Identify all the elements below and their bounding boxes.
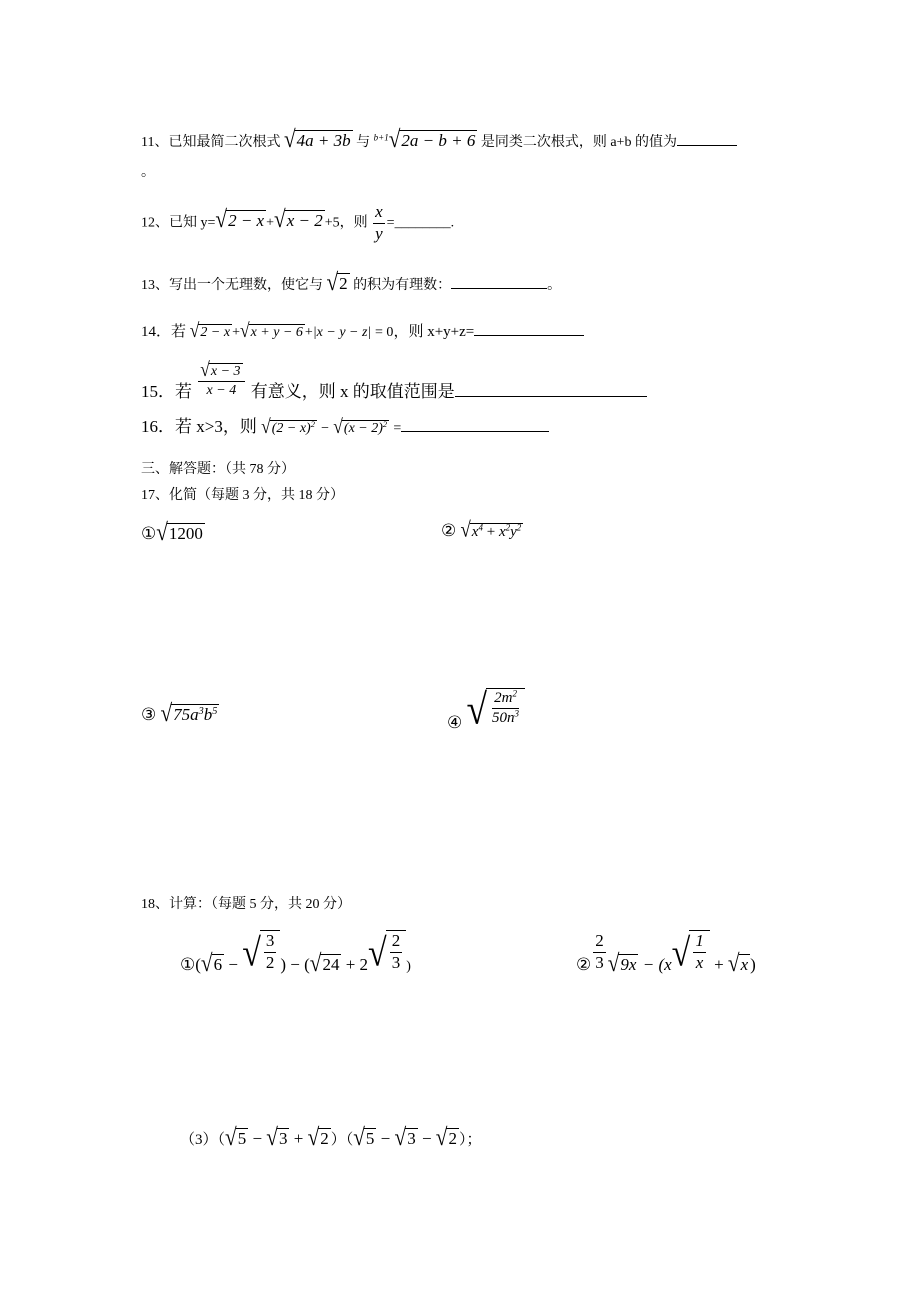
- q16-answer-blank: [401, 431, 549, 432]
- q11-number: 11、: [141, 135, 169, 150]
- q11-radical-1: √4a + 3b: [283, 125, 351, 153]
- q17-part-2: [441, 518, 523, 543]
- question-12: [141, 203, 454, 243]
- q18-p2-radical-2: √x: [727, 949, 749, 977]
- q18-p3-lparen: （: [217, 1132, 226, 1148]
- q12-plus: +: [266, 215, 275, 231]
- q12-radical-2: √x − 2: [274, 205, 323, 234]
- q14-radical-1: √2 − x: [189, 318, 231, 342]
- q14-answer-blank: [474, 335, 584, 336]
- q12-answer: =________.: [386, 215, 455, 231]
- q13-radical: √2: [326, 268, 348, 296]
- q13-period: 。: [547, 278, 562, 293]
- question-11: [141, 125, 737, 153]
- q11-radical-2: $^{b+1}$√2a − b + 6: [373, 125, 476, 153]
- q18-p1-plus: + 2: [341, 955, 369, 975]
- q13-number: 13、: [141, 278, 169, 293]
- q12-text-then: +5，则: [324, 215, 368, 231]
- q17-part-1: [141, 518, 205, 546]
- q18-p1-middle: ) − (: [280, 955, 310, 975]
- question-15: [141, 357, 647, 401]
- q18-p3-m2: −: [376, 1129, 395, 1148]
- q18-p3-m1: −: [248, 1129, 267, 1148]
- q18-p2-coefficient: $\frac{2}{3}$: [595, 931, 604, 972]
- q15-text: 若: [175, 381, 192, 401]
- q18-p1-radical-1: √6: [200, 949, 223, 977]
- q18-p3-m3: −: [417, 1129, 436, 1148]
- q16-equals: =: [393, 421, 402, 436]
- q18-p1-mark: ①: [180, 955, 196, 975]
- q15-answer-blank: [455, 396, 647, 397]
- q17-p2-mark: ②: [441, 521, 457, 540]
- q18-p1-radical-2: √24: [309, 949, 340, 977]
- q18-p3-r1: √5: [225, 1123, 247, 1151]
- q17-part-4: [447, 686, 525, 734]
- q17-title: 17、化简（每题 3 分，共 18 分）: [141, 488, 344, 503]
- q17-p4-radical: √ $\frac{2m^2}{50n^3}$: [467, 688, 526, 729]
- q18-title: 18、计算：（每题 5 分，共 20 分）: [141, 897, 351, 912]
- q11-text-end: 是同类二次根式，则 a+b 的值为: [480, 135, 677, 150]
- q16-minus: −: [321, 421, 330, 436]
- question-14: [141, 318, 584, 342]
- question-13: [141, 268, 562, 296]
- q16-radical-1: $√(2 - x)^2$: [261, 414, 315, 438]
- q18-p2-radical-1: √9x: [607, 949, 637, 977]
- section-3-heading: 三、解答题：（共 78 分）: [141, 462, 295, 477]
- q18-p3-rparen: ）；: [458, 1132, 482, 1148]
- q14-plus-1: +: [232, 325, 240, 340]
- q12-number: 12、: [141, 215, 169, 231]
- q18-p3-p1: +: [289, 1129, 308, 1148]
- q11-period: 。: [141, 165, 155, 180]
- q17-p4-mark: ④: [447, 712, 463, 732]
- q17-p3-mark: ③: [141, 705, 157, 724]
- q16-number: 16．: [141, 417, 175, 436]
- q18-p1-rparen: ): [406, 959, 411, 975]
- q16-text: 若 x>3，则: [175, 417, 257, 436]
- q12-fraction: $\frac{x}{y}$: [375, 202, 383, 243]
- q18-part-2: [576, 930, 756, 977]
- q18-p3-mid: ）（: [330, 1132, 354, 1148]
- q18-p1-radical-frac-1: √ $\frac{3}{2}$: [242, 930, 280, 972]
- q18-p2-mark: ②: [576, 955, 592, 975]
- q13-answer-blank: [451, 288, 547, 289]
- q14-radical-2: √x + y − 6: [239, 318, 303, 342]
- q15-text-2: 有意义，则 x 的取值范围是: [250, 381, 455, 401]
- q16-radical-2: $√(x - 2)^2$: [333, 414, 388, 438]
- q18-p2-radical-frac: √ $\frac{1}{x}$: [672, 930, 710, 972]
- q18-part-3: [180, 1123, 482, 1151]
- q11-text: 已知最简二次根式: [168, 135, 281, 150]
- q17-p1-radical: √1200: [156, 518, 203, 546]
- q18-p3-r3: √2: [307, 1123, 329, 1151]
- q14-number: 14．: [141, 324, 172, 340]
- q18-p2-plus: +: [709, 955, 728, 975]
- q17-p1-mark: ①: [141, 524, 157, 543]
- q18-p1-radical-frac-2: √ $\frac{2}{3}$: [368, 930, 406, 972]
- q14-plus-2: +: [304, 325, 313, 340]
- q12-radical-1: √2 − x: [215, 205, 265, 234]
- q12-text: 已知 y=: [169, 215, 216, 231]
- q13-text: 写出一个无理数，使它与: [169, 278, 323, 293]
- question-16: [141, 414, 549, 438]
- q18-p3-mark: （3）: [180, 1132, 218, 1148]
- q18-p2-text: − (x: [638, 955, 672, 975]
- q17-p2-radical: $√x^4 + x^2y^2$: [460, 518, 522, 543]
- q18-p3-r2: √3: [266, 1123, 288, 1151]
- q15-fraction: $\frac{√x - 3}{x - 4}$: [198, 360, 244, 398]
- q17-p3-radical: $√75a^3b^5$: [160, 699, 218, 727]
- q18-p1-lparen: (: [195, 955, 201, 975]
- q15-number: 15．: [141, 381, 175, 401]
- q18-p1-minus: −: [224, 955, 243, 975]
- q14-text: 若: [171, 324, 187, 340]
- q18-part-1: [180, 930, 411, 977]
- q14-text-2: ，则 x+y+z=: [393, 324, 475, 340]
- q14-equals: = 0: [375, 325, 394, 340]
- q14-absolute: |x − y − z|: [312, 325, 372, 340]
- q11-answer-blank: [677, 145, 737, 146]
- q18-p3-r6: √2: [435, 1123, 457, 1151]
- q18-p3-r5: √3: [394, 1123, 416, 1151]
- q17-part-3: [141, 699, 219, 727]
- q18-p3-r4: √5: [353, 1123, 375, 1151]
- q11-text-and: 与: [356, 135, 371, 150]
- q18-p2-rparen: ): [750, 955, 756, 975]
- q13-text-2: 的积为有理数：: [353, 278, 452, 293]
